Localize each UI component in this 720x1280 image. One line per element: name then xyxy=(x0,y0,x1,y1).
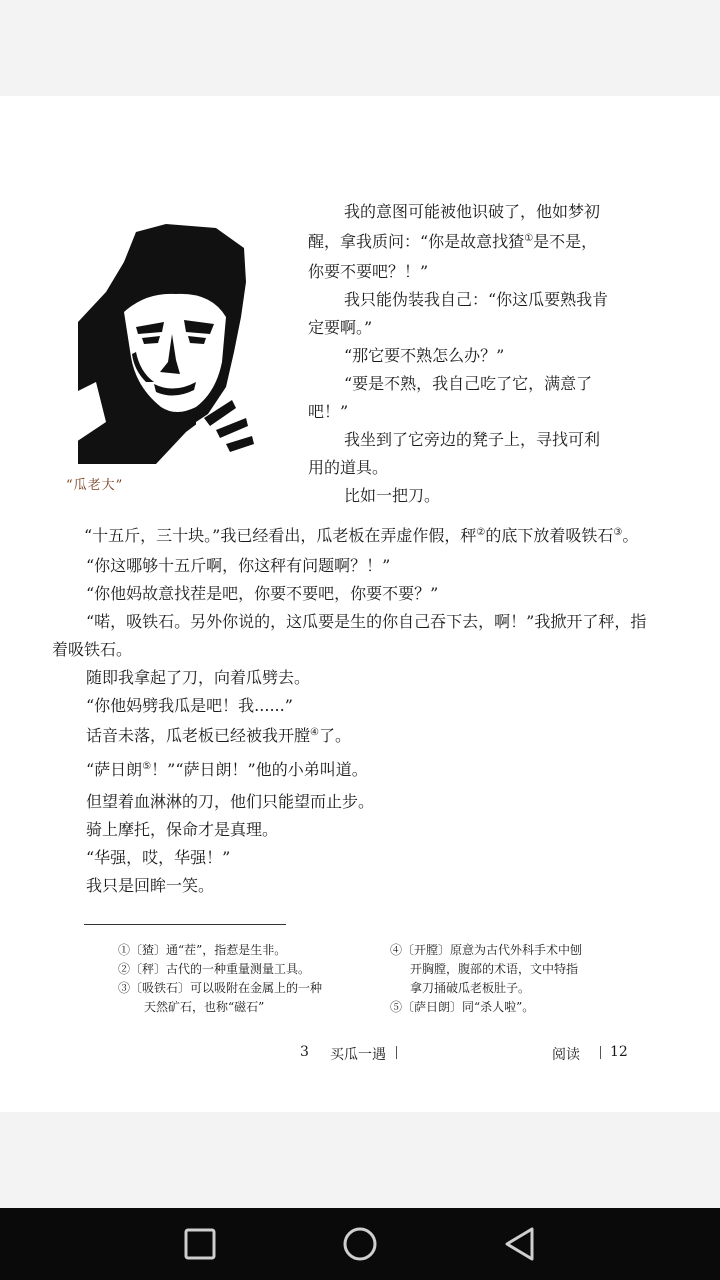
text-line: 骑上摩托，保命才是真理。 xyxy=(86,820,279,839)
portrait-caption: “瓜老大” xyxy=(66,478,124,493)
footnote-marker: ③ xyxy=(613,527,623,538)
text-line: “萨日朗⑤！”“萨日朗！”他的小弟叫道。 xyxy=(86,760,368,779)
footnote-item: ③〔吸铁石〕可以吸附在金属上的一种 xyxy=(118,981,323,995)
footnote-item: ⑤〔萨日朗〕同“杀人啦”。 xyxy=(390,1000,535,1014)
footnote-item: 拿刀捅破瓜老板肚子。 xyxy=(410,981,531,995)
text-line: 我坐到了它旁边的凳子上，寻找可利 xyxy=(344,430,601,449)
footnote-item: ②〔秤〕古代的一种重量测量工具。 xyxy=(118,962,311,976)
lesson-number: 3 xyxy=(300,1044,309,1060)
home-icon[interactable] xyxy=(340,1224,380,1264)
footnote-item: ①〔猹〕通“茬”，指惹是生非。 xyxy=(118,943,287,957)
text-line: 我只能伪装我自己：“你这瓜要熟我肯 xyxy=(344,290,609,309)
text-line: 随即我拿起了刀，向着瓜劈去。 xyxy=(86,668,311,687)
footnote-divider xyxy=(84,924,286,925)
text-line: “你他妈故意找茬是吧，你要不要吧，你要不要？” xyxy=(86,584,439,603)
footer-separator xyxy=(600,1046,601,1059)
text-line: “那它要不熟怎么办？” xyxy=(344,346,505,365)
footnote-marker: ④ xyxy=(310,727,319,738)
footnote-marker: ② xyxy=(476,527,486,538)
text-line: 着吸铁石。 xyxy=(52,640,133,659)
recent-apps-icon[interactable] xyxy=(180,1224,220,1264)
text-line: 用的道具。 xyxy=(308,458,389,477)
back-icon[interactable] xyxy=(500,1224,540,1264)
text-line: “十五斤，三十块。”我已经看出，瓜老板在弄虚作假，秤②的底下放着吸铁石③。 xyxy=(84,526,639,545)
text-line: 你要不要吧？！” xyxy=(308,262,429,281)
page-number: 12 xyxy=(610,1044,628,1060)
text-line: 醒，拿我质问：“你是故意找猹①是不是， xyxy=(308,232,598,251)
text-line: “你这哪够十五斤啊，你这秤有问题啊？！” xyxy=(86,556,391,575)
footnote-marker: ⑤ xyxy=(142,761,152,772)
text-line: “华强，哎，华强！” xyxy=(86,848,231,867)
text-line: “要是不熟，我自己吃了它，满意了 xyxy=(344,374,593,393)
lesson-title: 买瓜一遇 xyxy=(330,1047,386,1063)
portrait-illustration xyxy=(76,222,264,464)
text-line: “喏，吸铁石。另外你说的，这瓜要是生的你自己吞下去，啊！”我掀开了秤，指 xyxy=(86,612,647,631)
section-label: 阅读 xyxy=(552,1047,580,1063)
navigation-bar xyxy=(0,1208,720,1280)
text-line: 话音未落，瓜老板已经被我开膛④了。 xyxy=(86,726,351,745)
text-line: 但望着血淋淋的刀，他们只能望而止步。 xyxy=(86,792,375,811)
text-line: 我只是回眸一笑。 xyxy=(86,876,215,895)
footer-separator xyxy=(396,1046,397,1059)
text-line: “你他妈劈我瓜是吧！我......” xyxy=(86,696,293,715)
text-line: 比如一把刀。 xyxy=(344,486,441,505)
text-line: 我的意图可能被他识破了，他如梦初 xyxy=(344,202,601,221)
text-line: 定要啊。” xyxy=(308,318,373,337)
footnote-item: 开胸膛，腹部的术语，文中特指 xyxy=(410,962,579,976)
footnote-item: 天然矿石，也称“磁石” xyxy=(144,1000,265,1014)
footnote-item: ④〔开膛〕原意为古代外科手术中刨 xyxy=(390,943,583,957)
footnote-marker: ① xyxy=(524,233,534,244)
text-line: 吧！” xyxy=(308,402,349,421)
